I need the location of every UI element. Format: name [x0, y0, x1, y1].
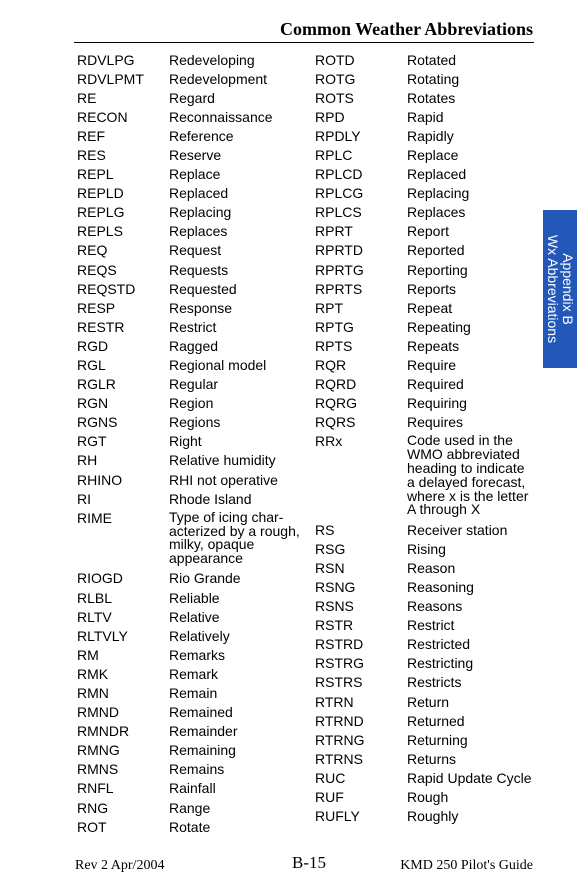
abbreviation-code: ROTS — [315, 89, 354, 106]
abbreviation-code: RPTG — [315, 318, 354, 335]
abbreviation-code: RLBL — [77, 589, 113, 606]
abbreviation-code: REQ — [77, 242, 108, 259]
abbreviation-row — [315, 787, 537, 806]
abbreviation-code: RSG — [315, 540, 346, 557]
abbreviation-row — [315, 298, 537, 317]
abbreviation-code: RPLCD — [315, 166, 363, 183]
abbreviation-code: RUFLY — [315, 808, 360, 825]
abbreviation-meaning: Replacing — [169, 204, 232, 221]
abbreviation-row — [77, 432, 309, 451]
abbreviation-code: RH — [77, 452, 98, 469]
abbreviation-row — [315, 673, 537, 692]
abbreviation-row — [77, 88, 309, 107]
abbreviation-meaning: Restricting — [407, 655, 474, 672]
abbreviation-code: RI — [77, 490, 91, 507]
abbreviation-meaning: Return — [407, 693, 450, 710]
abbreviation-row — [315, 432, 537, 520]
abbreviation-row — [77, 126, 309, 145]
abbreviation-meaning: Range — [169, 799, 211, 816]
abbreviation-meaning: Regions — [169, 414, 221, 431]
abbreviation-row — [77, 145, 309, 164]
abbreviation-meaning: Reasoning — [407, 578, 474, 595]
abbreviation-row — [77, 394, 309, 413]
abbreviation-row — [315, 654, 537, 673]
abbreviation-meaning: Rough — [407, 788, 449, 805]
abbreviation-meaning: Restricts — [407, 674, 462, 691]
abbreviation-meaning: Rainfall — [169, 780, 216, 797]
footer-page-number: B-15 — [292, 853, 326, 872]
abbreviation-row — [77, 203, 309, 222]
abbreviation-meaning: Reason — [407, 559, 456, 576]
abbreviation-row — [77, 336, 309, 355]
abbreviation-row — [315, 317, 537, 336]
abbreviation-row — [77, 489, 309, 508]
abbreviation-code: RGN — [77, 395, 109, 412]
abbreviation-row — [315, 394, 537, 413]
abbreviation-row — [77, 722, 309, 741]
abbreviation-code: RUC — [315, 769, 346, 786]
abbreviation-code: RPRTG — [315, 261, 364, 278]
abbreviation-meaning: RHI not operative — [169, 471, 278, 488]
abbreviation-code: REQSTD — [77, 280, 136, 297]
abbreviation-meaning: Response — [169, 299, 233, 316]
abbreviation-meaning: Replaces — [407, 204, 466, 221]
abbreviation-code: RSNG — [315, 578, 356, 595]
abbreviation-meaning: Replacing — [407, 185, 470, 202]
abbreviation-row — [315, 539, 537, 558]
abbreviation-meaning: Type of icing char- acterized by a rough, milky, opaque appearance — [169, 508, 300, 567]
footer-revision: Rev 2 Apr/2004 — [75, 858, 165, 873]
abbreviation-row — [315, 107, 537, 126]
abbreviation-row — [315, 616, 537, 635]
abbreviation-meaning: Restricted — [407, 636, 471, 653]
abbreviation-row — [77, 279, 309, 298]
abbreviation-row — [77, 298, 309, 317]
abbreviation-meaning: Reporting — [407, 261, 468, 278]
abbreviation-meaning: Rhode Island — [169, 490, 252, 507]
abbreviation-code: REPLS — [77, 223, 123, 240]
abbreviation-row — [77, 817, 309, 836]
abbreviation-row — [77, 317, 309, 336]
abbreviation-row — [77, 184, 309, 203]
abbreviation-row — [77, 356, 309, 375]
abbreviation-meaning: Requested — [169, 280, 237, 297]
abbreviation-meaning: Remarks — [169, 646, 226, 663]
abbreviation-code: RGT — [77, 433, 107, 450]
abbreviation-meaning: Roughly — [407, 808, 459, 825]
abbreviation-row — [77, 664, 309, 683]
abbreviation-meaning: Remain — [169, 685, 218, 701]
abbreviation-row — [315, 692, 537, 711]
abbreviation-row — [315, 279, 537, 298]
abbreviation-meaning: Restrict — [169, 318, 217, 335]
abbreviation-code: RHINO — [77, 471, 123, 488]
abbreviation-code: RESP — [77, 299, 116, 316]
abbreviation-meaning: Repeat — [407, 299, 453, 316]
abbreviation-meaning: Require — [407, 357, 457, 373]
abbreviation-row — [315, 126, 537, 145]
abbreviation-code: RPD — [315, 108, 345, 125]
abbreviation-code: RQR — [315, 357, 347, 373]
abbreviation-code: RPT — [315, 299, 343, 316]
abbreviation-code: RSNS — [315, 598, 354, 615]
abbreviation-meaning: Reconnaissance — [169, 108, 273, 125]
abbreviation-row — [77, 375, 309, 394]
abbreviation-row — [315, 260, 537, 279]
abbreviation-meaning: Redeveloping — [169, 51, 255, 68]
abbreviation-code: RUF — [315, 788, 344, 805]
appendix-tab-label — [543, 210, 577, 368]
abbreviation-meaning: Requires — [407, 414, 464, 431]
abbreviation-row — [315, 730, 537, 749]
abbreviation-row — [77, 165, 309, 184]
abbreviation-meaning: Ragged — [169, 337, 219, 354]
abbreviation-row — [77, 222, 309, 241]
abbreviation-code: RSTR — [315, 617, 354, 634]
abbreviation-row — [315, 711, 537, 730]
abbreviation-code: ROT — [77, 818, 107, 835]
abbreviation-meaning: Redevelopment — [169, 70, 268, 87]
abbreviation-code: RLTV — [77, 608, 112, 625]
abbreviation-meaning: Requiring — [407, 395, 467, 412]
abbreviation-code: RGNS — [77, 414, 118, 431]
abbreviation-meaning: Replaced — [407, 166, 467, 183]
abbreviation-row — [77, 760, 309, 779]
abbreviation-meaning: Replaced — [169, 185, 229, 202]
abbreviation-code: RSTRG — [315, 655, 364, 672]
abbreviation-meaning: Relative — [169, 608, 220, 625]
abbreviation-meaning: Rapidly — [407, 127, 454, 144]
abbreviation-row — [315, 768, 537, 787]
abbreviation-code: REPL — [77, 166, 114, 183]
abbreviation-code: RGLR — [77, 376, 116, 393]
abbreviation-meaning: Replace — [407, 146, 459, 163]
abbreviation-code: RQRD — [315, 376, 357, 393]
abbreviation-code: REF — [77, 127, 105, 144]
abbreviation-meaning: Requests — [169, 261, 229, 278]
abbreviation-meaning: Remained — [169, 704, 233, 721]
abbreviation-row — [77, 703, 309, 722]
abbreviation-row — [77, 260, 309, 279]
abbreviation-code: RQRG — [315, 395, 357, 412]
abbreviation-meaning: Relatively — [169, 627, 230, 644]
abbreviation-code: RTRNS — [315, 750, 363, 767]
abbreviation-row — [77, 50, 309, 69]
abbreviation-row — [77, 798, 309, 817]
abbreviation-row — [315, 203, 537, 222]
abbreviation-meaning: Reference — [169, 127, 234, 144]
abbreviation-row — [77, 470, 309, 489]
abbreviation-code: RS — [315, 521, 335, 538]
abbreviation-row — [315, 413, 537, 432]
abbreviation-code: RNG — [77, 799, 109, 816]
abbreviation-code: RIOGD — [77, 570, 123, 587]
abbreviation-code: ROTG — [315, 70, 356, 87]
abbreviation-code: RDVLPMT — [77, 70, 144, 87]
abbreviation-code: REPLG — [77, 204, 125, 221]
abbreviation-meaning: Right — [169, 433, 202, 450]
abbreviation-code: RMND — [77, 704, 119, 721]
abbreviation-meaning: Reserve — [169, 146, 222, 163]
abbreviation-code: RE — [77, 89, 97, 106]
abbreviation-meaning: Rotate — [169, 818, 211, 835]
abbreviation-row — [315, 336, 537, 355]
abbreviation-code: RIME — [77, 509, 112, 526]
abbreviation-code: RPTS — [315, 337, 353, 354]
abbreviation-row — [315, 145, 537, 164]
abbreviation-code: RES — [77, 146, 106, 163]
abbreviation-meaning: Reliable — [169, 589, 220, 606]
abbreviation-row — [315, 165, 537, 184]
abbreviation-code: RMNS — [77, 761, 119, 778]
abbreviation-row — [315, 375, 537, 394]
abbreviation-code: REQS — [77, 261, 117, 278]
abbreviation-code: RSTRD — [315, 636, 364, 653]
abbreviation-meaning: Request — [169, 242, 222, 259]
abbreviation-row — [77, 569, 309, 588]
abbreviation-meaning: Rapid Update Cycle — [407, 769, 532, 786]
abbreviation-meaning: Rio Grande — [169, 570, 241, 587]
abbreviation-code: RLTVLY — [77, 627, 128, 644]
abbreviation-code: RDVLPG — [77, 51, 135, 68]
abbreviation-meaning: Report — [407, 223, 450, 240]
abbreviation-code: RTRN — [315, 693, 354, 710]
abbreviation-column-left — [77, 50, 309, 836]
abbreviation-meaning: Replace — [169, 166, 221, 183]
abbreviation-code: RMNDR — [77, 723, 130, 740]
abbreviation-row — [315, 520, 537, 539]
abbreviation-code: RPLCS — [315, 204, 362, 221]
abbreviation-row — [315, 222, 537, 241]
abbreviation-meaning: Rapid — [407, 108, 444, 125]
abbreviation-meaning: Required — [407, 376, 464, 393]
abbreviation-code: RMK — [77, 665, 109, 682]
abbreviation-code: RQRS — [315, 414, 356, 431]
abbreviation-meaning: Remaining — [169, 742, 236, 759]
abbreviation-code: RSTRS — [315, 674, 363, 691]
abbreviation-meaning: Rising — [407, 540, 446, 557]
abbreviation-meaning: Remark — [169, 665, 219, 682]
abbreviation-row — [77, 451, 309, 470]
abbreviation-row — [77, 607, 309, 626]
abbreviation-row — [77, 69, 309, 88]
abbreviation-code: RNFL — [77, 780, 114, 797]
abbreviation-code: RPLC — [315, 146, 353, 163]
abbreviation-row — [77, 588, 309, 607]
abbreviation-row — [77, 107, 309, 126]
abbreviation-code: RESTR — [77, 318, 125, 335]
abbreviation-row — [315, 597, 537, 616]
abbreviation-code: RPDLY — [315, 127, 361, 144]
abbreviation-row — [77, 508, 309, 569]
abbreviation-meaning: Reports — [407, 280, 457, 297]
abbreviation-code: RPRTS — [315, 280, 363, 297]
abbreviation-code: RTRNG — [315, 731, 365, 748]
abbreviation-row — [315, 635, 537, 654]
abbreviation-meaning: Returning — [407, 731, 468, 748]
abbreviation-code: RPRT — [315, 223, 353, 240]
abbreviation-meaning: Receiver station — [407, 521, 508, 538]
page-header-title: Common Weather Abbreviations — [279, 19, 533, 39]
abbreviation-meaning: Relative humidity — [169, 452, 276, 469]
abbreviation-code: RPLCG — [315, 185, 364, 202]
abbreviation-row — [315, 184, 537, 203]
abbreviation-meaning: Region — [169, 395, 214, 412]
abbreviation-row — [315, 241, 537, 260]
abbreviation-meaning: Reported — [407, 242, 465, 259]
abbreviation-row — [77, 241, 309, 260]
abbreviation-code: REPLD — [77, 185, 124, 202]
abbreviation-row — [315, 69, 537, 88]
abbreviation-code: RTRND — [315, 712, 364, 729]
abbreviation-column-right — [315, 50, 537, 826]
abbreviation-meaning: Reasons — [407, 598, 463, 615]
abbreviation-code: RGL — [77, 357, 106, 373]
abbreviation-code: RRx — [315, 433, 343, 450]
abbreviation-row — [77, 684, 309, 703]
abbreviation-code: RMN — [77, 685, 109, 701]
abbreviation-meaning: Returned — [407, 712, 465, 729]
footer-guide-title: KMD 250 Pilot's Guide — [400, 858, 533, 873]
abbreviation-code: RPRTD — [315, 242, 363, 259]
abbreviation-meaning: Rotates — [407, 89, 456, 106]
abbreviation-code: RECON — [77, 108, 128, 125]
abbreviation-row — [315, 749, 537, 768]
abbreviation-row — [77, 413, 309, 432]
abbreviation-meaning: Code used in the WMO abbreviated heading to indicate a delayed forecast, where x is the letter A through X — [407, 432, 529, 518]
abbreviation-row — [77, 779, 309, 798]
appendix-tab-line1: Appendix B — [560, 253, 577, 325]
header-rule — [74, 42, 534, 43]
abbreviation-code: RGD — [77, 337, 109, 354]
abbreviation-code: RSN — [315, 559, 345, 576]
abbreviation-meaning: Returns — [407, 750, 457, 767]
abbreviation-row — [77, 741, 309, 760]
abbreviation-meaning: Repeating — [407, 318, 471, 335]
abbreviation-row — [77, 645, 309, 664]
abbreviation-row — [77, 626, 309, 645]
abbreviation-meaning: Remainder — [169, 723, 238, 740]
abbreviation-meaning: Replaces — [169, 223, 228, 240]
abbreviation-code: RM — [77, 646, 99, 663]
abbreviation-row — [315, 577, 537, 596]
abbreviation-code: ROTD — [315, 51, 355, 68]
abbreviation-meaning: Rotated — [407, 51, 457, 68]
abbreviation-meaning: Regional model — [169, 357, 267, 373]
abbreviation-meaning: Regard — [169, 89, 215, 106]
abbreviation-meaning: Rotating — [407, 70, 460, 87]
abbreviation-meaning: Repeats — [407, 337, 460, 354]
abbreviation-meaning: Restrict — [407, 617, 455, 634]
abbreviation-row — [315, 356, 537, 375]
abbreviation-meaning: Remains — [169, 761, 225, 778]
appendix-tab-line2: Wx Abbreviations — [545, 234, 562, 344]
abbreviation-meaning: Regular — [169, 376, 219, 393]
abbreviation-row — [315, 558, 537, 577]
abbreviation-code: RMNG — [77, 742, 120, 759]
abbreviation-row — [315, 807, 537, 826]
abbreviation-row — [315, 50, 537, 69]
abbreviation-row — [315, 88, 537, 107]
